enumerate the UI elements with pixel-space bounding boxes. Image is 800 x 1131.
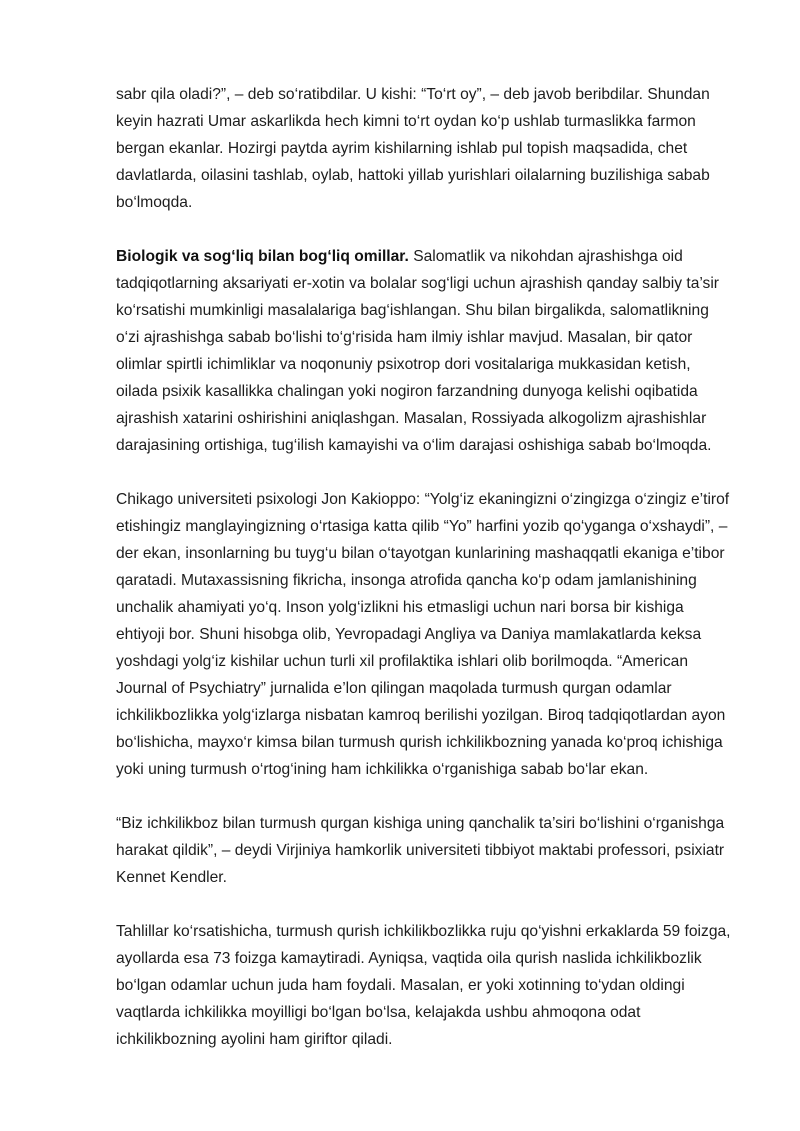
paragraph-3-text: Chikago universiteti psixologi Jon Kakioppo: “Yolg‘iz ekaningizni o‘zingizga o‘zingiz e’tirof etishingiz manglayingizning o‘rtasiga katta qilib “Yo” harfini yozib qo‘yganga o‘xshaydi”, – der ekan, insonlarning bu tuyg‘u bilan o‘tayotgan kunlarining mashaqqatli ekaniga e’tibor qaratadi. Mutaxassisning fikricha, insonga atrofida qancha ko‘p odam jamlanishining unchalik ahamiyati yo‘q. Inson yolg‘izlikni his etmasligi uchun nari borsa bir kishiga ehtiyoji bor. Shuni hisobga olib, Yevropadagi Angliya va Daniya mamlakatlarda keksa yoshdagi yolg‘iz kishilar uchun turli xil profilaktika ishlari olib borilmoqda. “American Journal of Psychiatry” jurnalida e’lon qilingan maqolada turmush qurgan odamlar ichkilikbozlikka yolg‘izlarga nisbatan kamroq berilishi yozilgan. Biroq tadqiqotlardan ayon bo‘lishicha, mayxo‘r kimsa bilan turmush qurish ichkilikbozning yanada ko‘proq ichishiga yoki uning turmush o‘rtog‘ining ham ichkilikka o‘rganishiga sabab bo‘lar ekan.: [116, 491, 730, 778]
paragraph-1: [116, 81, 736, 216]
paragraph-3: [116, 486, 736, 783]
paragraph-4: [116, 810, 736, 891]
section-heading-biologik: Biologik va sog‘liq bilan bog‘liq omillar.: [116, 248, 409, 265]
paragraph-2-text: Salomatlik va nikohdan ajrashishga oid tadqiqotlarning aksariyati er-xotin va bolalar sog‘ligi uchun ajrashish qanday salbiy ta’sir ko‘rsatishi mumkinligi masalalariga bag‘ishlangan. Shu bilan birgalikda, salomatlikning o‘zi ajrashishga sabab bo‘lishi to‘g‘risida ham ilmiy ishlar mavjud. Masalan, bir qator olimlar spirtli ichimliklar va noqonuniy psixotrop dori vositalariga mukkasidan ketish, oilada psixik kasallikka chalingan yoki nogiron farzandning dunyoga kelishi oqibatida ajrashish xatarini oshirishini aniqlashgan. Masalan, Rossiyada alkogolizm ajrashishlar darajasining ortishiga, tug‘ilish kamayishi va o‘lim darajasi oshishiga sabab bo‘lmoqda.: [116, 248, 720, 454]
document-body: [116, 81, 736, 1053]
paragraph-5: [116, 918, 736, 1053]
paragraph-4-text: “Biz ichkilikboz bilan turmush qurgan kishiga uning qanchalik ta’siri bo‘lishini o‘rganishga harakat qildik”, – deydi Virjiniya hamkorlik universiteti tibbiyot maktabi professori, psixiatr Kennet Kendler.: [116, 815, 725, 886]
paragraph-5-text: Tahlillar ko‘rsatishicha, turmush qurish ichkilikbozlikka ruju qo‘yishni erkaklarda 59 foizga, ayollarda esa 73 foizga kamaytiradi. Ayniqsa, vaqtida oila qurish naslida ichkilikbozlik bo‘lgan odamlar uchun juda ham foydali. Masalan, er yoki xotinning to‘ydan oldingi vaqtlarda ichkilikka moyilligi bo‘lgan bo‘lsa, kelajakda ushbu ahmoqona odat ichkilikbozning ayolini ham giriftor qiladi.: [116, 923, 731, 1048]
paragraph-1-text: sabr qila oladi?”, – deb so‘ratibdilar. U kishi: “To‘rt oy”, – deb javob beribdilar. Shundan keyin hazrati Umar askarlikda hech kimni to‘rt oydan ko‘p ushlab turmaslikka farmon bergan ekanlar. Hozirgi paytda ayrim kishilarning ishlab pul topish maqsadida, chet davlatlarda, oilasini tashlab, oylab, hattoki yillab yurishlari oilalarning buzilishiga sabab bo‘lmoqda.: [116, 86, 710, 211]
paragraph-2: [116, 243, 736, 459]
